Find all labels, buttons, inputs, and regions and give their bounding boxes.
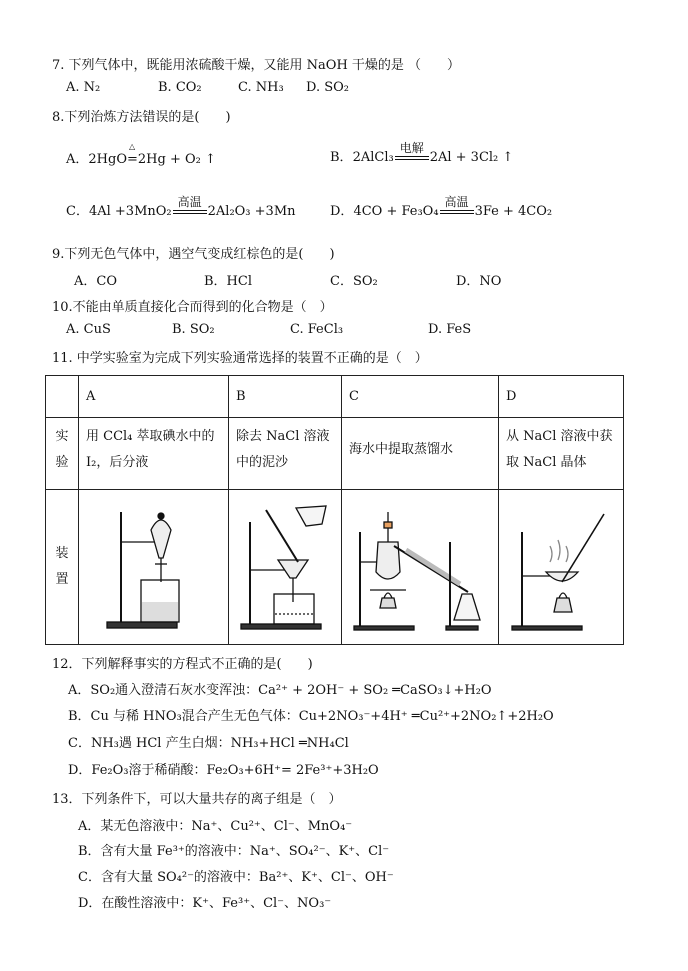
q8-option-d: D．4CO + Fe₃O₄ 高温 3Fe + 4CO₂ bbox=[330, 194, 553, 219]
q9-option-a: A．CO bbox=[74, 274, 117, 289]
experiment-c: 海水中提取蒸馏水 bbox=[342, 418, 499, 490]
q13-stem: 13．下列条件下，可以大量共存的离子组是（ ） bbox=[52, 792, 342, 807]
q13-option-b: B．含有大量 Fe³⁺的溶液中：Na⁺、SO₄²⁻、K⁺、Cl⁻ bbox=[78, 844, 390, 859]
q10-option-c: C. FeCl₃ bbox=[290, 322, 344, 337]
q7-option-b: B. CO₂ bbox=[158, 80, 202, 95]
apparatus-b bbox=[229, 490, 342, 645]
q12-stem: 12．下列解释事实的方程式不正确的是( ) bbox=[52, 657, 313, 672]
q10-option-a: A. CuS bbox=[66, 322, 111, 337]
q7-stem: 7. 下列气体中，既能用浓硫酸干燥，又能用 NaOH 干燥的是 （ ） bbox=[52, 58, 461, 73]
q8-option-b: B．2AlCl₃ 电解 2Al + 3Cl₂ ↑ bbox=[330, 140, 514, 165]
evaporation-icon bbox=[506, 502, 616, 632]
q9-option-d: D．NO bbox=[456, 274, 502, 289]
experiment-b: 除去 NaCl 溶液中的泥沙 bbox=[229, 418, 342, 490]
q13-option-c: C．含有大量 SO₄²⁻的溶液中：Ba²⁺、K⁺、Cl⁻、OH⁻ bbox=[78, 870, 394, 885]
header-d: D bbox=[499, 376, 624, 418]
q13-option-d: D．在酸性溶液中：K⁺、Fe³⁺、Cl⁻、NO₃⁻ bbox=[78, 896, 332, 911]
q9-stem: 9.下列无色气体中，遇空气变成红棕色的是( ) bbox=[52, 247, 335, 262]
q12-option-d: D．Fe₂O₃溶于稀硝酸：Fe₂O₃+6H⁺= 2Fe³⁺+3H₂O bbox=[68, 763, 379, 778]
apparatus-a bbox=[79, 490, 229, 645]
corner-cell bbox=[46, 376, 79, 418]
apparatus-row-label: 装 置 bbox=[46, 490, 79, 645]
separatory-funnel-icon bbox=[99, 502, 209, 632]
apparatus-d bbox=[499, 490, 624, 645]
q8-stem: 8.下列治炼方法错误的是( ) bbox=[52, 110, 231, 125]
q12-option-b: B．Cu 与稀 HNO₃混合产生无色气体：Cu+2NO₃⁻+4H⁺ ═Cu²⁺+2NO₂↑+2H₂O bbox=[68, 709, 554, 724]
q8-option-c: C．4Al +3MnO₂ 高温 2Al₂O₃ +3Mn bbox=[66, 194, 296, 219]
q13-option-a: A．某无色溶液中：Na⁺、Cu²⁺、Cl⁻、MnO₄⁻ bbox=[78, 819, 353, 834]
apparatus-c bbox=[342, 490, 499, 645]
experiment-row-label: 实 验 bbox=[46, 418, 79, 490]
q12-option-a: A．SO₂通入澄清石灰水变浑浊：Ca²⁺ + 2OH⁻ + SO₂ ═CaSO₃↓+H₂O bbox=[68, 683, 492, 698]
header-a: A bbox=[79, 376, 229, 418]
q7-option-a: A. N₂ bbox=[66, 80, 101, 95]
q11-table bbox=[45, 375, 624, 645]
q9-option-c: C．SO₂ bbox=[330, 274, 378, 289]
q12-option-c: C．NH₃遇 HCl 产生白烟：NH₃+HCl ═NH₄Cl bbox=[68, 736, 349, 751]
q7-option-d: D. SO₂ bbox=[306, 80, 349, 95]
header-c: C bbox=[342, 376, 499, 418]
q10-stem: 10.不能由单质直接化合而得到的化合物是（ ） bbox=[52, 300, 333, 315]
distillation-icon bbox=[350, 502, 490, 632]
header-b: B bbox=[229, 376, 342, 418]
q10-option-b: B. SO₂ bbox=[172, 322, 215, 337]
q7-option-c: C. NH₃ bbox=[238, 80, 284, 95]
q11-stem: 11. 中学实验室为完成下列实验通常选择的装置不正确的是（ ） bbox=[52, 351, 428, 366]
q9-option-b: B．HCl bbox=[204, 274, 252, 289]
q10-option-d: D. FeS bbox=[428, 322, 472, 337]
filtration-icon bbox=[236, 502, 336, 632]
experiment-d: 从 NaCl 溶液中获取 NaCl 晶体 bbox=[499, 418, 624, 490]
q8-option-a: A．2HgO △ =2Hg + O₂ ↑ bbox=[66, 142, 216, 167]
experiment-a: 用 CCl₄ 萃取碘水中的 I₂，后分液 bbox=[79, 418, 229, 490]
